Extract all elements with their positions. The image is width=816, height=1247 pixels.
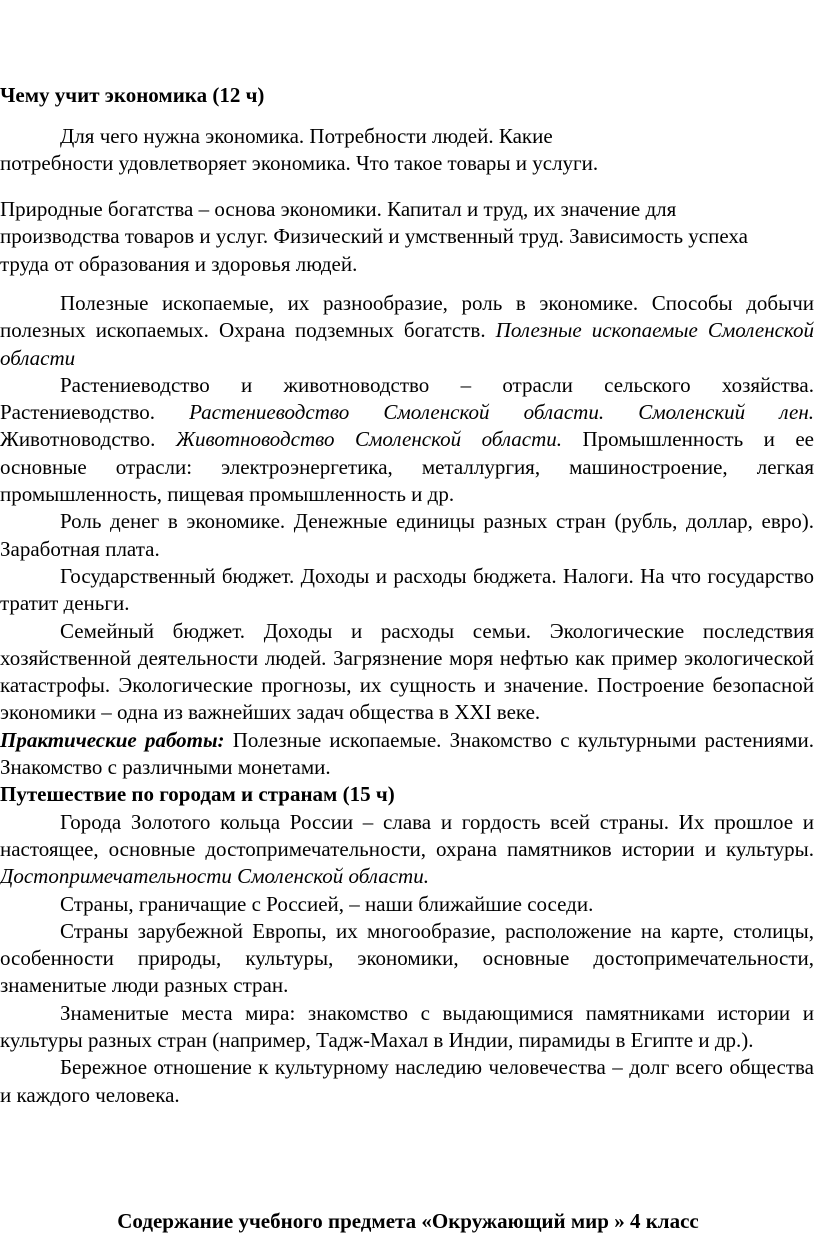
agri-italic-2: Животноводство Смоленской области. — [175, 427, 562, 452]
intro-paragraph — [0, 123, 730, 178]
agri-text-2: Животноводство. — [0, 427, 176, 452]
main-text-block — [0, 290, 814, 1109]
section-title-economics: Чему учит экономика (12 ч) — [0, 83, 265, 107]
resources-paragraph: Природные богатства – основа экономики. Капитал и труд, их значение для производства товаров и услуг. Физический и умственный труд. Зависимость успеха труда от образования и здоровья людей. — [0, 197, 748, 276]
heritage-paragraph: Бережное отношение к культурному наследию человечества – долг всего общества и каждого человека. — [0, 1055, 814, 1107]
family-budget-paragraph: Семейный бюджет. Доходы и расходы семьи. Экологические последствия хозяйственной деятельности людей. Загрязнение моря нефтью как пример экологической катастрофы. Экологические прогнозы, их сущность и значение. Построение безопасной экономики – одна из важнейших задач общества в XXI веке. — [0, 618, 814, 725]
europe-paragraph: Страны зарубежной Европы, их многообразие, расположение на карте, столицы, особенности природы, культуры, экономики, основные достопримечательности, знаменитые люди разных стран. — [0, 918, 814, 998]
minerals-italic: Полезные ископаемые Смоленской области — [0, 318, 814, 370]
neighbors-paragraph: Страны, граничащие с Россией, – наши ближайшие соседи. — [60, 891, 594, 916]
agri-italic-1: Растениеводство Смоленской области. Смоленский лен. — [189, 400, 814, 425]
budget-paragraph: Государственный бюджет. Доходы и расходы бюджета. Налоги. На что государство тратит деньги. — [0, 563, 814, 616]
agri-text-3: Промышленность и ее основные отрасли: электроэнергетика, металлургия, машиностроение, легкая промышленность, пищевая промышленность и др. — [0, 427, 814, 507]
golden-ring-italic: Достопримечательности Смоленской области. — [0, 864, 429, 889]
practice-paragraph — [0, 727, 814, 782]
agriculture-paragraph — [0, 372, 814, 508]
practice-text: Полезные ископаемые. Знакомство с культурными растениями. Знакомство с различными монетами. — [0, 727, 814, 780]
intro-line-2: потребности удовлетворяет экономика. Что такое товары и услуги. — [0, 151, 599, 176]
section-title-travel: Путешествие по городам и странам (15 ч) — [0, 782, 395, 807]
agri-text-1: Растениеводство и животноводство – отрасли сельского хозяйства. Растениеводство. — [0, 372, 814, 425]
famous-places-paragraph: Знаменитые места мира: знакомство с выдающимися памятниками истории и культуры разных стран (например, Тадж-Махал в Индии, пирамиды в Египте и др.). — [0, 1000, 814, 1053]
minerals-paragraph — [0, 290, 814, 372]
golden-ring-paragraph — [0, 809, 814, 891]
intro-line-1: Для чего нужна экономика. Потребности людей. Какие — [60, 124, 553, 148]
golden-ring-text: Города Золотого кольца России – слава и гордость всей страны. Их прошлое и настоящее, основные достопримечательности, охрана памятников истории и культуры. — [0, 809, 814, 861]
practice-label: Практические работы: — [0, 727, 225, 752]
footer-title: Содержание учебного предмета «Окружающий мир » 4 класс — [117, 1209, 699, 1233]
minerals-text: Полезные ископаемые, их разнообразие, роль в экономике. Способы добычи полезных ископаемых. Охрана подземных богатств. — [0, 291, 814, 343]
money-paragraph: Роль денег в экономике. Денежные единицы разных стран (рубль, доллар, евро). Заработная плата. — [0, 509, 814, 561]
